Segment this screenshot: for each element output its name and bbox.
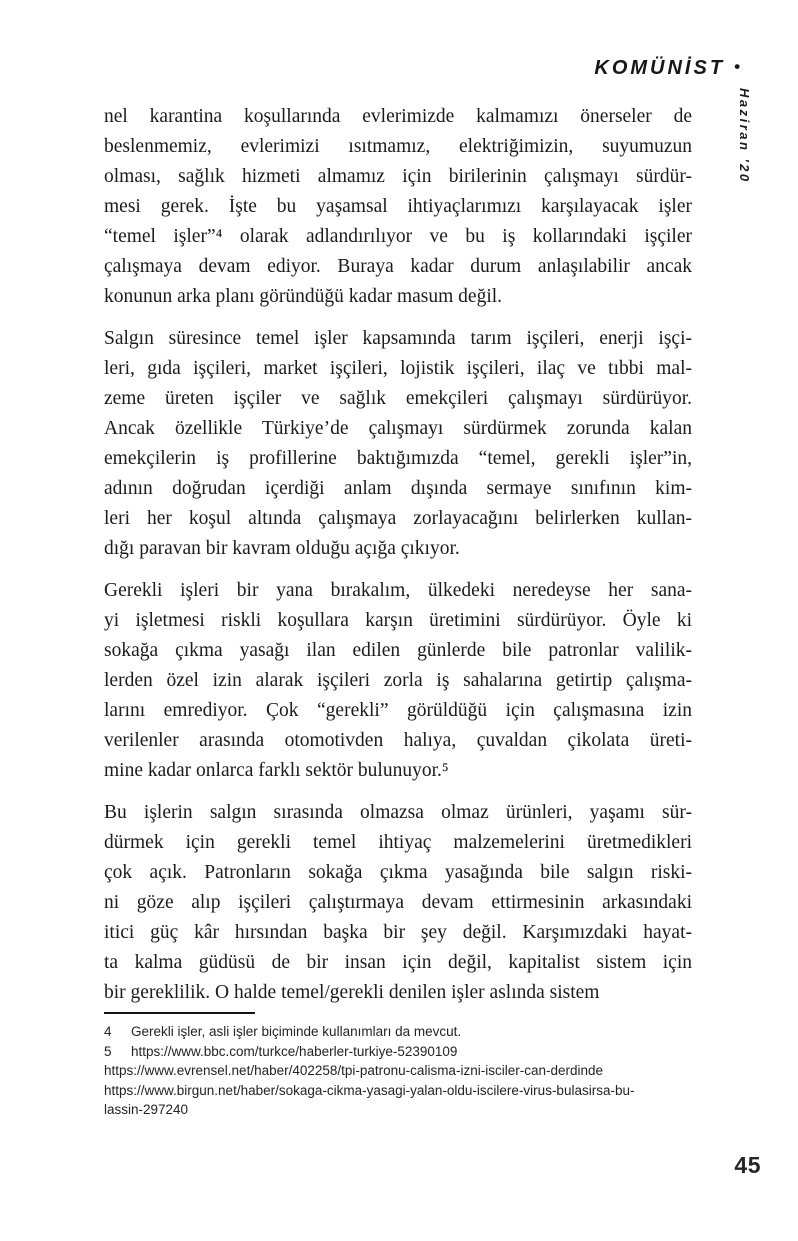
text-line: ni göze alıp işçileri çalıştırmaya devam ettirmesinin arkasındaki — [104, 892, 692, 913]
text-line: çok açık. Patronların sokağa çıkma yasağında bile salgın riski- — [104, 862, 692, 883]
footnote-text: Gerekli işler, asli işler biçiminde kullanımları da mevcut. — [131, 1024, 462, 1039]
footnote-text: https://www.birgun.net/haber/sokaga-cikma-yasagi-yalan-oldu-iscilere-virus-bulasirsa-bu- — [104, 1082, 635, 1098]
text-line: dığı paravan bir kavram olduğu açığa çıkıyor. — [104, 538, 460, 559]
footnote-text: https://www.evrensel.net/haber/402258/tpi-patronu-calisma-izni-isciler-can-derdinde — [104, 1063, 603, 1078]
text-line: yi işletmesi riskli koşullara karşın üretimini sürdürüyor. Öyle ki — [104, 610, 692, 631]
text-line: leri her koşul altında çalışmaya zorlayacağını belirlerken kullan- — [104, 508, 692, 529]
text-line: Ancak özellikle Türkiye’de çalışmayı sürdürmek zorunda kalan — [104, 418, 692, 439]
text-line: mesi gerek. İşte bu yaşamsal ihtiyaçlarımızı karşılayacak işler — [104, 196, 692, 217]
issue-date-vertical: Haziran '20 — [737, 88, 752, 184]
footnotes-section — [104, 1012, 704, 1120]
footnote-line — [104, 1042, 704, 1062]
text-line: bir gereklilik. O halde temel/gerekli denilen işler aslında sistem — [104, 982, 600, 1003]
text-line: nel karantina koşullarında evlerimizde kalmamızı önerseler de — [104, 106, 692, 127]
footnote-text: https://www.bbc.com/turkce/haberler-turkiye-52390109 — [131, 1043, 458, 1059]
paragraph — [104, 102, 692, 312]
text-line: adının doğrudan içerdiği anlam dışında sermaye sınıfının kim- — [104, 478, 692, 499]
text-line: lerden özel izin alarak işçileri zorla iş sahalarına getirtip çalışma- — [104, 670, 692, 691]
journal-title: KOMÜNİST — [594, 57, 726, 79]
text-line: leri, gıda işçileri, market işçileri, lojistik işçileri, ilaç ve tıbbi mal- — [104, 358, 692, 379]
footnote-divider — [104, 1012, 255, 1014]
page-header — [594, 57, 740, 80]
text-line: konunun arka planı göründüğü kadar masum değil. — [104, 286, 503, 307]
paragraph — [104, 324, 692, 564]
text-line: larını emrediyor. Çok “gerekli” görüldüğü için çalışmasına izin — [104, 700, 692, 721]
text-line: dürmek için gerekli temel ihtiyaç malzemelerini üretmedikleri — [104, 832, 692, 853]
text-line: çalışmaya devam ediyor. Buraya kadar durum anlaşılabilir ancak — [104, 256, 692, 277]
text-line: mine kadar onlarca farklı sektör bulunuyor.⁵ — [104, 760, 449, 781]
footnote-line — [104, 1100, 704, 1120]
footnote-number: 5 — [104, 1043, 112, 1059]
text-line: sokağa çıkma yasağı ilan edilen günlerde bile patronlar valilik- — [104, 640, 692, 661]
text-line: olması, sağlık hizmeti almamız için birilerinin çalışmayı sürdür- — [104, 166, 692, 187]
page-number: 45 — [734, 1152, 761, 1178]
text-line: emekçilerin iş profillerine baktığımızda “temel, gerekli işler”in, — [104, 448, 692, 469]
footnote-line — [104, 1022, 704, 1042]
text-line: Gerekli işleri bir yana bırakalım, ülkedeki neredeyse her sana- — [104, 580, 692, 601]
text-line: ta kalma güdüsü de bir insan için değil, kapitalist sistem için — [104, 952, 692, 973]
footnote-text: lassin-297240 — [104, 1102, 189, 1117]
footnote-line — [104, 1061, 704, 1081]
text-line: “temel işler”⁴ olarak adlandırılıyor ve bu iş kollarındaki işçiler — [104, 226, 692, 247]
text-line: verilenler arasında otomotivden halıya, çuvaldan çikolata üreti- — [104, 730, 692, 751]
text-line: Salgın süresince temel işler kapsamında tarım işçileri, enerji işçi- — [104, 328, 692, 349]
bullet-separator-icon: • — [734, 57, 740, 76]
text-line: beslenmemiz, evlerimizi ısıtmamız, elektriğimizin, suyumuzun — [104, 136, 692, 157]
text-line: itici güç kâr hırsından başka bir şey değil. Karşımızdaki hayat- — [104, 922, 692, 943]
article-body — [104, 102, 692, 1020]
paragraph — [104, 576, 692, 786]
paragraph — [104, 798, 692, 1008]
text-line: zeme üreten işçiler ve sağlık emekçileri çalışmayı sürdürüyor. — [104, 388, 692, 409]
text-line: Bu işlerin salgın sırasında olmazsa olmaz ürünleri, yaşamı sür- — [104, 802, 692, 823]
footnote-line — [104, 1081, 704, 1101]
footnote-list — [104, 1022, 704, 1120]
footnote-number: 4 — [104, 1024, 112, 1039]
